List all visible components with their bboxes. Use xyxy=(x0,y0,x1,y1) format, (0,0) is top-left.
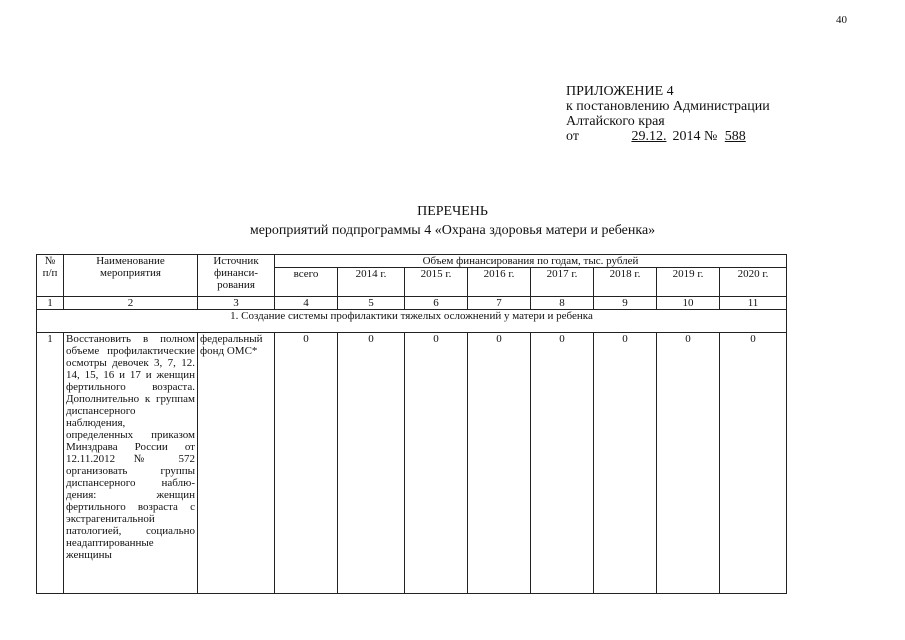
header-name: Наименование мероприятия xyxy=(64,255,198,297)
column-number: 8 xyxy=(531,297,594,310)
column-number: 7 xyxy=(468,297,531,310)
appendix-line2: Алтайского края xyxy=(566,114,665,129)
document-title: ПЕРЕЧЕНЬ xyxy=(417,204,488,219)
header-year: 2015 г. xyxy=(405,268,468,297)
column-number: 9 xyxy=(594,297,657,310)
column-number: 11 xyxy=(720,297,787,310)
document-subtitle: мероприятий подпрограммы 4 «Охрана здоровья матери и ребенка» xyxy=(249,223,656,238)
measure-description: Восстановить в полном объеме профилактические осмотры девочек 3, 7, 12. 14, 15, 16 и 17 и женщин фертильного возраста. Дополнительно к группам диспансерного наблюдения, определенных приказом Минздрава России от 12.11.2012 № 572 организовать группы диспансерного наблю-дения: женщин фертильного возраста с экстрагенитальной патологией, социально неадаптированные женщины xyxy=(64,333,198,594)
header-year: 2020 г. xyxy=(720,268,787,297)
header-year: 2016 г. xyxy=(468,268,531,297)
header-year: 2018 г. xyxy=(594,268,657,297)
header-year: 2019 г. xyxy=(657,268,720,297)
funding-year-value: 0 xyxy=(594,333,657,594)
header-source: Источник финанси-рования xyxy=(198,255,275,297)
header-funding: Объем финансирования по годам, тыс. рублей xyxy=(275,255,787,268)
funding-year-value: 0 xyxy=(468,333,531,594)
appendix-block xyxy=(566,84,777,144)
header-row-1 xyxy=(37,255,787,268)
funding-year-value: 0 xyxy=(338,333,405,594)
funding-total: 0 xyxy=(275,333,338,594)
page-number: 40 xyxy=(836,14,847,26)
decree-date: 29.12. xyxy=(631,129,667,144)
header-year: 2014 г. xyxy=(338,268,405,297)
header-num: № п/п xyxy=(37,255,64,297)
decree-number: 588 xyxy=(724,129,746,144)
table-row xyxy=(37,333,787,594)
column-number: 2 xyxy=(64,297,198,310)
measures-table xyxy=(36,254,787,594)
year-label: 2014 № xyxy=(672,129,718,144)
column-number: 3 xyxy=(198,297,275,310)
column-number: 1 xyxy=(37,297,64,310)
header-year: 2017 г. xyxy=(531,268,594,297)
funding-year-value: 0 xyxy=(405,333,468,594)
header-total: всего xyxy=(275,268,338,297)
appendix-title: ПРИЛОЖЕНИЕ 4 xyxy=(566,84,674,99)
funding-year-value: 0 xyxy=(531,333,594,594)
funding-source: федеральный фонд ОМС* xyxy=(198,333,275,594)
funding-year-value: 0 xyxy=(720,333,787,594)
funding-year-value: 0 xyxy=(657,333,720,594)
date-prefix: от xyxy=(566,129,579,144)
section-title: 1. Создание системы профилактики тяжелых осложнений у матери и ребенка xyxy=(37,310,787,333)
column-number-row xyxy=(37,297,787,310)
column-number: 10 xyxy=(657,297,720,310)
appendix-line1: к постановлению Администрации xyxy=(566,99,770,114)
column-number: 5 xyxy=(338,297,405,310)
column-number: 4 xyxy=(275,297,338,310)
appendix-date-line xyxy=(566,129,777,144)
row-number: 1 xyxy=(37,333,64,594)
section-row xyxy=(37,310,787,333)
column-number: 6 xyxy=(405,297,468,310)
